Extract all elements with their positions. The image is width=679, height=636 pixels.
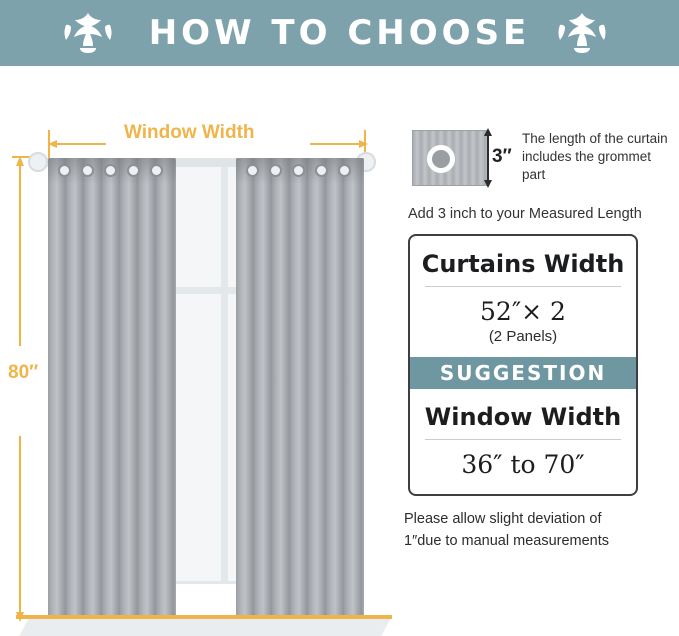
curtain-diagram: [0, 66, 400, 636]
header-banner: [0, 0, 679, 66]
height-dimension-arrow: [14, 156, 26, 622]
add-length-note: Add 3 inch to your Measured Length: [408, 206, 642, 222]
grommet-dimension-label: 3″: [492, 146, 512, 167]
curtain-folds: [48, 158, 176, 620]
curtain-height-label: 80″: [8, 362, 39, 383]
grommet-icon: [58, 164, 71, 177]
curtains-width-value: 52″× 2: [480, 297, 566, 326]
grommet-icon: [246, 164, 259, 177]
curtains-width-sub: (2 Panels): [488, 328, 558, 345]
grommet-icon: [127, 164, 140, 177]
curtain-folds: [236, 158, 364, 620]
curtain-panel-left: [48, 158, 176, 620]
deviation-note-line1: Please allow slight deviation of: [404, 511, 602, 527]
rod-finial-left: [28, 152, 48, 172]
card-divider: [425, 439, 621, 440]
floor-surface: [19, 618, 391, 636]
deviation-note: [404, 508, 664, 552]
suggestion-card: [408, 234, 638, 496]
info-column: [404, 66, 666, 636]
width-dimension-arrow: [48, 138, 368, 150]
grommet-sample-image: [412, 130, 488, 186]
grommet-icon: [315, 164, 328, 177]
grommet-icon: [338, 164, 351, 177]
window-width-title: Window Width: [424, 403, 622, 431]
curtains-width-title: Curtains Width: [421, 250, 625, 278]
floor-measurement-line: [16, 615, 392, 619]
curtain-panel-right: [236, 158, 364, 620]
suggestion-band-label: SUGGESTION: [439, 361, 607, 385]
grommet-note-text: The length of the curtain includes the grommet part: [522, 131, 668, 182]
grommet-icon: [292, 164, 305, 177]
fleur-de-lis-icon: [556, 11, 608, 55]
grommet-icon: [150, 164, 163, 177]
card-divider: [425, 286, 621, 287]
grommet-icon: [81, 164, 94, 177]
grommet-icon: [269, 164, 282, 177]
deviation-note-line2: 1″due to manual measurements: [404, 533, 610, 549]
window-width-label: Window Width: [124, 122, 255, 143]
suggestion-band: [410, 357, 636, 389]
grommet-ring-icon: [427, 145, 455, 173]
page-title: HOW TO CHOOSE: [148, 13, 531, 53]
grommet-icon: [104, 164, 117, 177]
window-mullion-vertical: [221, 167, 228, 581]
fleur-de-lis-icon: [62, 11, 114, 55]
window-width-value: 36″ to 70″: [461, 450, 585, 479]
